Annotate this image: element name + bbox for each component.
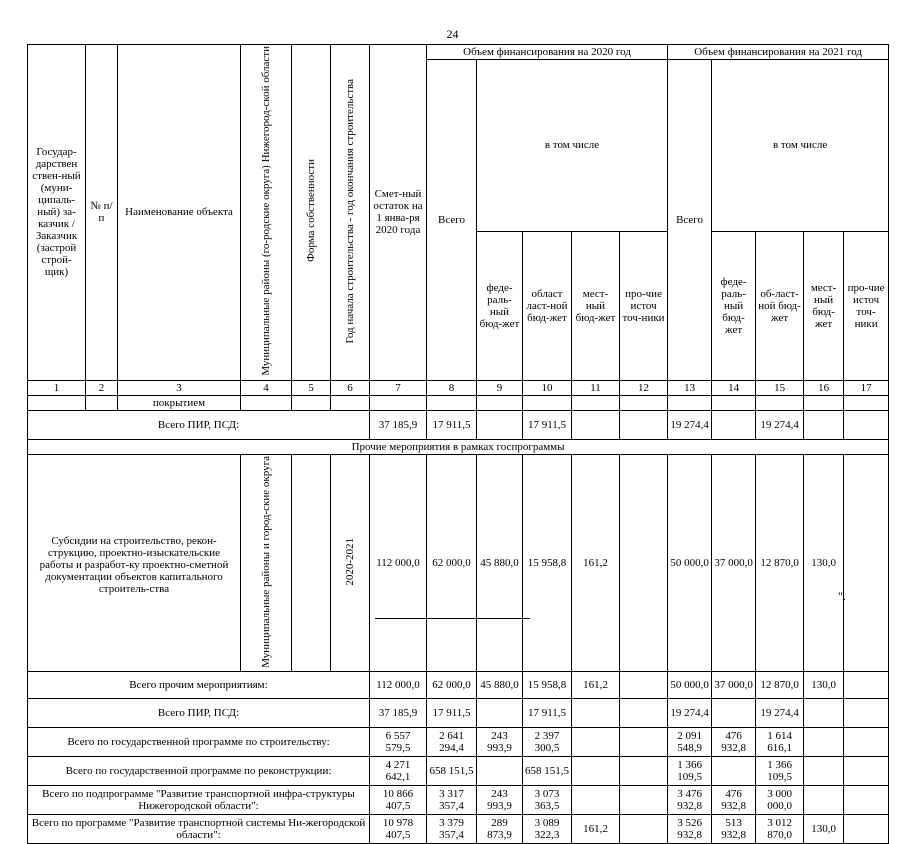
table-cell: 243 993,9 [477,786,523,815]
table-cell: 161,2 [572,454,620,672]
table-cell [844,454,889,672]
column-number: 17 [844,380,889,395]
column-number: 16 [804,380,844,395]
table-cell [844,672,889,699]
table-cell [477,757,523,786]
table-cell: 1 366 109,5 [756,757,804,786]
total-row-label: Всего по государственной программе по строительству: [28,728,370,757]
subsidy-row [28,454,889,672]
table-cell: 17 911,5 [523,410,572,439]
table-cell [804,410,844,439]
table-cell: 513 932,8 [712,815,756,844]
header-loc-2021: мест-ный бюд-жет [804,231,844,380]
table-cell: 3 089 322,3 [523,815,572,844]
table-cell: 45 880,0 [477,454,523,672]
column-number: 9 [477,380,523,395]
subsidy-name: Субсидии на строительство, рекон-струкцию, проектно-изыскательские работы и разработ-ку проектно-сметной документации объектов капитального строитель-ства [28,454,241,672]
column-number: 13 [668,380,712,395]
table-cell: 658 151,5 [523,757,572,786]
table-cell [572,786,620,815]
total-row-label: Всего по программе "Развитие транспортной системы Ни-жегородской области": [28,815,370,844]
table-cell: 3 012 870,0 [756,815,804,844]
column-number: 4 [241,380,292,395]
table-cell: 3 073 363,5 [523,786,572,815]
table-cell: 112 000,0 [370,454,427,672]
header-oth-2021: про-чие источ точ-ники [844,231,889,380]
table-cell: 161,2 [572,815,620,844]
table-cell: 37 000,0 [712,672,756,699]
table-cell [804,699,844,728]
total-row [28,728,889,757]
column-number: 1 [28,380,86,395]
header-years: Год начала строительства - год окончания строительства [331,45,370,381]
table-cell [477,699,523,728]
table-cell: 62 000,0 [427,672,477,699]
header-fed-2020: феде-раль-ный бюд-жет [477,231,523,380]
header-ownership: Форма собственности [292,45,331,381]
header-reg-2021: об-ласт-ной бюд-жет [756,231,804,380]
column-number: 2 [86,380,118,395]
total-row-label: Всего по государственной программе по реконструкции: [28,757,370,786]
total-row-label: Всего по подпрограмме "Развитие транспортной инфра-структуры Нижегородской области": [28,786,370,815]
table-cell [844,410,889,439]
table-cell [620,672,668,699]
table-cell: 4 271 642,1 [370,757,427,786]
table-cell: 17 911,5 [427,410,477,439]
table-cell: 1 366 109,5 [668,757,712,786]
table-cell: 289 873,9 [477,815,523,844]
table-cell: 3 317 357,4 [427,786,477,815]
table-cell [572,728,620,757]
table-cell: 243 993,9 [477,728,523,757]
footer-rule [375,618,530,619]
total-row [28,410,889,439]
column-number: 6 [331,380,370,395]
table-cell [620,699,668,728]
column-number: 5 [292,380,331,395]
subsidy-years: 2020-2021 [331,454,370,672]
table-cell [804,728,844,757]
table-cell: 658 151,5 [427,757,477,786]
table-cell [620,757,668,786]
table-cell: 62 000,0 [427,454,477,672]
table-cell [620,786,668,815]
table-cell: 3 000 000,0 [756,786,804,815]
table-cell [844,815,889,844]
column-number: 8 [427,380,477,395]
total-row [28,672,889,699]
total-row [28,786,889,815]
table-cell [572,699,620,728]
total-row [28,699,889,728]
table-cell [844,757,889,786]
table-cell: 2 641 294,4 [427,728,477,757]
table-cell: 130,0 [804,454,844,672]
table-cell: 2 397 300,5 [523,728,572,757]
table-cell: 1 614 616,1 [756,728,804,757]
table-cell: 19 274,4 [668,410,712,439]
total-row [28,815,889,844]
table-cell: 161,2 [572,672,620,699]
table-cell: 476 932,8 [712,786,756,815]
section-title: Прочие мероприятия в рамках госпрограммы [28,439,889,454]
table-cell [804,786,844,815]
column-number: 14 [712,380,756,395]
total-row [28,757,889,786]
table-cell [620,728,668,757]
subsidy-districts: Муниципальные районы и город-ские округа [241,454,292,672]
column-number: 11 [572,380,620,395]
table-cell [844,786,889,815]
column-numbers-row [28,380,889,395]
header-fin-2021: Объем финансирования на 2021 год [668,45,889,60]
table-cell: 37 000,0 [712,454,756,672]
table-cell [620,410,668,439]
continuation-text: покрытием [118,395,241,410]
table-cell: 37 185,9 [370,699,427,728]
table-cell: 10 978 407,5 [370,815,427,844]
header-total-2021: Всего [668,60,712,381]
table-cell: 3 476 932,8 [668,786,712,815]
table-cell: 476 932,8 [712,728,756,757]
header-num: № п/п [86,45,118,381]
total-row-label: Всего прочим мероприятиям: [28,672,370,699]
header-incl-2021: в том числе [712,60,889,232]
column-number: 15 [756,380,804,395]
header-fed-2021: феде-раль-ный бюд-жет [712,231,756,380]
table-cell: 12 870,0 [756,454,804,672]
table-cell [477,410,523,439]
table-cell: 6 557 579,5 [370,728,427,757]
header-reg-2020: област ласт-ной бюд-жет [523,231,572,380]
total-row-label: Всего ПИР, ПСД: [28,699,370,728]
table-cell: 12 870,0 [756,672,804,699]
header-districts: Муниципальные районы (го-родские округа) Нижегород-ской области [241,45,292,381]
table-cell: 3 526 932,8 [668,815,712,844]
column-number: 7 [370,380,427,395]
total-row-label: Всего ПИР, ПСД: [28,410,370,439]
column-number: 3 [118,380,241,395]
table-cell: 37 185,9 [370,410,427,439]
table-cell: 112 000,0 [370,672,427,699]
table-cell [844,699,889,728]
table-cell: 2 091 548,9 [668,728,712,757]
table-cell: 130,0 [804,815,844,844]
header-incl-2020: в том числе [477,60,668,232]
table-cell [712,699,756,728]
table-cell: 50 000,0 [668,672,712,699]
table-cell: 45 880,0 [477,672,523,699]
header-loc-2020: мест-ный бюд-жет [572,231,620,380]
header-customer: Государ-дарствен ствен-ный (муни-ципаль-ный) за-казчик / Заказчик (застрой строй-щик) [28,45,86,381]
header-total-2020: Всего [427,60,477,381]
column-number: 10 [523,380,572,395]
financing-table [27,44,889,844]
table-cell [572,410,620,439]
table-cell: 10 866 407,5 [370,786,427,815]
table-cell [620,454,668,672]
table-cell [804,757,844,786]
table-cell [712,757,756,786]
header-oth-2020: про-чие источ точ-ники [620,231,668,380]
table-cell: 19 274,4 [756,410,804,439]
table-cell [844,728,889,757]
page-number: 24 [446,27,459,41]
continuation-row [28,395,889,410]
table-cell [572,757,620,786]
table-cell [712,410,756,439]
table-cell: 19 274,4 [668,699,712,728]
table-cell: 3 379 357,4 [427,815,477,844]
header-object-name: Наименование объекта [118,45,241,381]
table-cell: 130,0 [804,672,844,699]
closing-quote: ". [838,589,846,603]
table-cell: 17 911,5 [523,699,572,728]
table-cell: 50 000,0 [668,454,712,672]
table-cell: 17 911,5 [427,699,477,728]
column-number: 12 [620,380,668,395]
section-title-row [28,439,889,454]
table-cell [620,815,668,844]
header-remaining: Смет-ный остаток на 1 янва-ря 2020 года [370,45,427,381]
table-cell: 19 274,4 [756,699,804,728]
table-cell: 15 958,8 [523,672,572,699]
header-fin-2020: Объем финансирования на 2020 год [427,45,668,60]
table-cell: 15 958,8 [523,454,572,672]
